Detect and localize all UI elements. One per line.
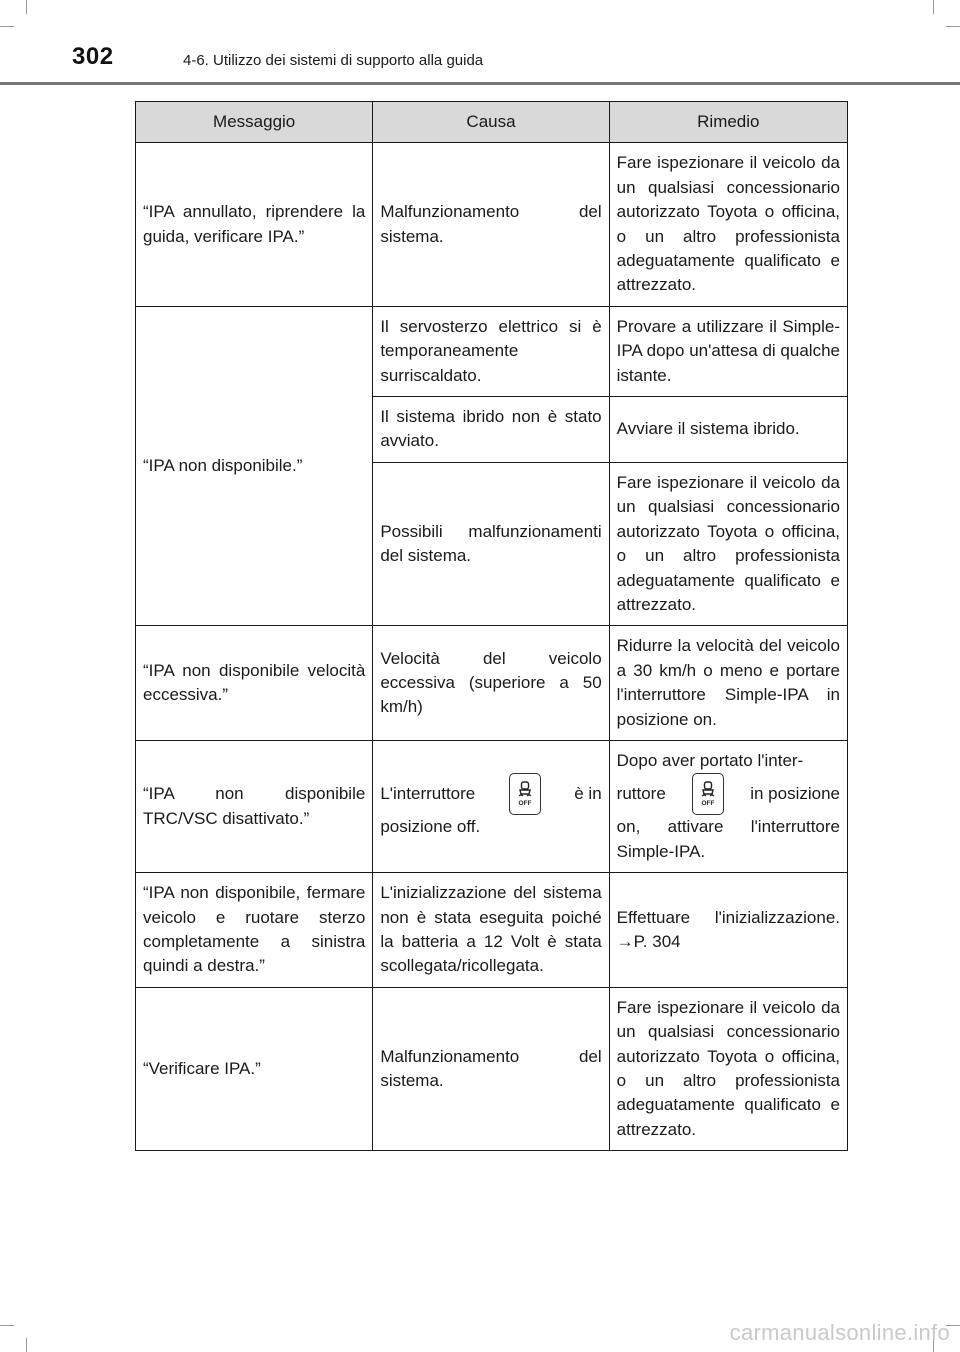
rimedio-text-post: on, attivare l'interruttore Simple-IPA. (616, 817, 840, 861)
cell-messaggio: “IPA non disponibile, fermare veicolo e ruotare sterzo completamente a sinistra quindi a destra.” (136, 873, 373, 988)
cell-messaggio: “IPA non disponibile velocità eccessiva.” (136, 626, 373, 741)
cell-rimedio (609, 740, 847, 872)
cell-causa: Malfunzionamento del sistema. (373, 143, 609, 306)
cell-rimedio: Fare ispezionare il veicolo da un qualsiasi concessionario autorizzato Toyota o officina, o un altro professionista adeguatamente qualificato e attrezzato. (609, 143, 847, 306)
page-number: 302 (72, 43, 114, 70)
cell-causa: Il sistema ibrido non è stato avviato. (373, 397, 609, 463)
causa-text-mid: è in (574, 784, 602, 804)
page-header (0, 0, 960, 86)
cell-messaggio: “IPA non disponibile TRC/VSC disattivato.” (136, 740, 373, 872)
cell-messaggio: “Verificare IPA.” (136, 987, 373, 1150)
watermark-logo: carmanualsonline.info (729, 1320, 950, 1345)
rimedio-text-b: in posizione (750, 784, 840, 804)
cell-causa: Il servosterzo elettrico si è temporaneamente surriscaldato. (373, 306, 609, 396)
cell-causa: Velocità del veicolo eccessiva (superiore a 50 km/h) (373, 626, 609, 741)
cell-causa: Possibili malfunzionamenti del sistema. (373, 462, 609, 625)
cell-messaggio: “IPA non disponibile.” (136, 306, 373, 625)
cell-rimedio: Fare ispezionare il veicolo da un qualsiasi concessionario autorizzato Toyota o officina, o un altro professionista adeguatamente qualificato e attrezzato. (609, 987, 847, 1150)
svg-text:OFF: OFF (701, 800, 715, 808)
cell-rimedio: Ridurre la velocità del veicolo a 30 km/h o meno e portare l'interruttore Simple-IPA in posizione on. (609, 626, 847, 741)
table-row (136, 873, 848, 988)
header-rimedio: Rimedio (609, 102, 847, 143)
table-row (136, 987, 848, 1150)
svg-text:OFF: OFF (518, 800, 532, 808)
header-messaggio: Messaggio (136, 102, 373, 143)
table-row (136, 143, 848, 306)
table-row (136, 626, 848, 741)
causa-text-pre: L'interruttore (380, 784, 476, 804)
causa-switch-line (380, 773, 601, 815)
cell-causa (373, 740, 609, 872)
table-header-row (136, 102, 848, 143)
header-rule (0, 82, 960, 85)
header-causa: Causa (373, 102, 609, 143)
rimedio-text-pre: Dopo aver portato l'inter- (616, 750, 804, 770)
vsc-off-icon (509, 773, 541, 815)
causa-text-post: posizione off. (380, 817, 481, 837)
cell-rimedio: Effettuare l'inizializzazione. →P. 304 (609, 873, 847, 988)
cell-causa: Malfunzionamento del sistema. (373, 987, 609, 1150)
cell-rimedio: Fare ispezionare il veicolo da un qualsiasi concessionario autorizzato Toyota o officina, o un altro professionista adeguatamente qualificato e attrezzato. (609, 462, 847, 625)
rimedio-text-a: ruttore (616, 784, 666, 804)
table-row (136, 740, 848, 872)
cell-rimedio: Avviare il sistema ibrido. (609, 397, 847, 463)
messages-table (135, 101, 848, 1151)
rimedio-switch-line (617, 773, 840, 815)
cell-rimedio: Provare a utilizzare il Simple-IPA dopo un'attesa di qualche istante. (609, 306, 847, 396)
table-row (136, 306, 848, 396)
vsc-off-icon (692, 773, 724, 815)
cell-causa: L'inizializzazione del sistema non è stata eseguita poiché la batteria a 12 Volt è stata scollegata/ricollegata. (373, 873, 609, 988)
section-title: 4-6. Utilizzo dei sistemi di supporto alla guida (183, 52, 484, 69)
cell-messaggio: “IPA annullato, riprendere la guida, verificare IPA.” (136, 143, 373, 306)
